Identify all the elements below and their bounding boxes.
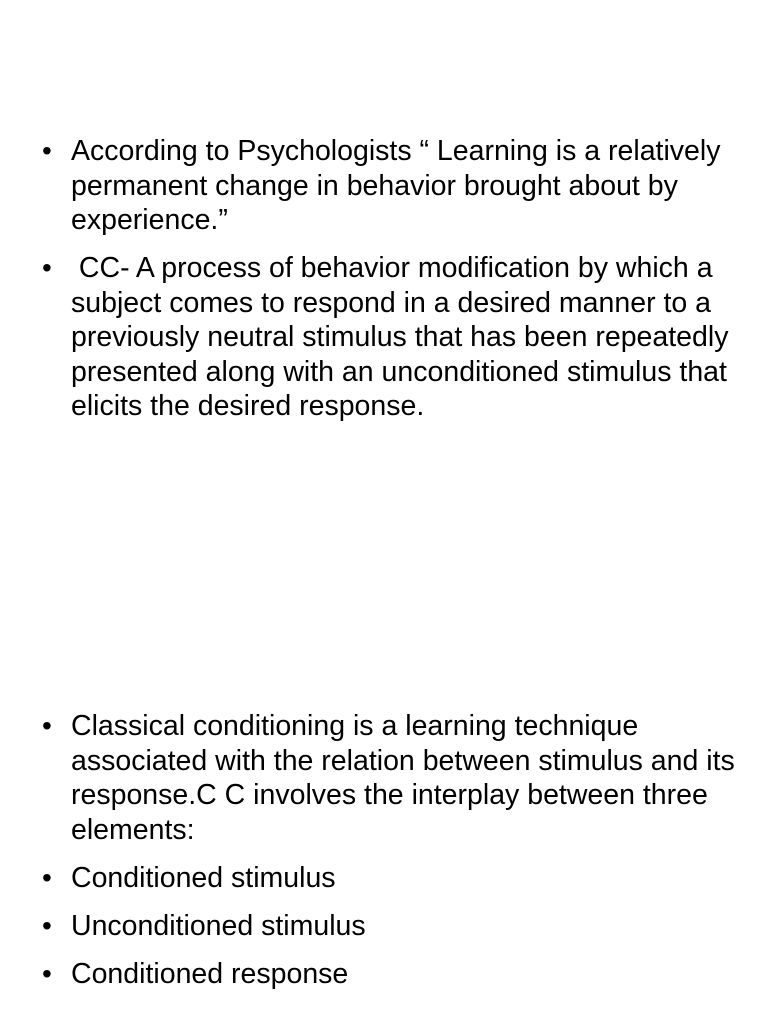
bullet-item bbox=[0, 134, 768, 238]
bullet-item bbox=[0, 909, 768, 944]
bullet-dot-icon: • bbox=[42, 957, 52, 989]
bullet-item bbox=[0, 957, 768, 992]
bullet-item bbox=[0, 709, 768, 847]
bullet-dot-icon: • bbox=[42, 909, 52, 941]
bullet-text: Conditioned response bbox=[71, 957, 349, 990]
bullet-dot-icon: • bbox=[42, 861, 52, 893]
slide-2 bbox=[0, 709, 768, 1005]
bullet-text: Unconditioned stimulus bbox=[71, 909, 366, 942]
bullet-list bbox=[0, 134, 768, 424]
bullet-item bbox=[0, 251, 768, 424]
bullet-text: According to Psychologists “ Learning is a relatively permanent change in behavior brought about by experience.” bbox=[71, 135, 721, 236]
bullet-dot-icon: • bbox=[42, 135, 52, 166]
bullet-dot-icon: • bbox=[42, 252, 52, 283]
bullet-text: CC- A process of behavior modification by which a subject comes to respond in a desired manner to a previously neutral stimulus that has been repeatedly presented along with an unconditioned stimulus that elicits the desired response. bbox=[71, 252, 729, 422]
bullet-item bbox=[0, 861, 768, 896]
slide-1 bbox=[0, 134, 768, 437]
bullet-text: Conditioned stimulus bbox=[71, 861, 336, 894]
bullet-list bbox=[0, 709, 768, 991]
bullet-dot-icon: • bbox=[42, 710, 52, 741]
bullet-text: Classical conditioning is a learning technique associated with the relation between stimulus and its response.C C involves the interplay between three elements: bbox=[71, 710, 735, 846]
